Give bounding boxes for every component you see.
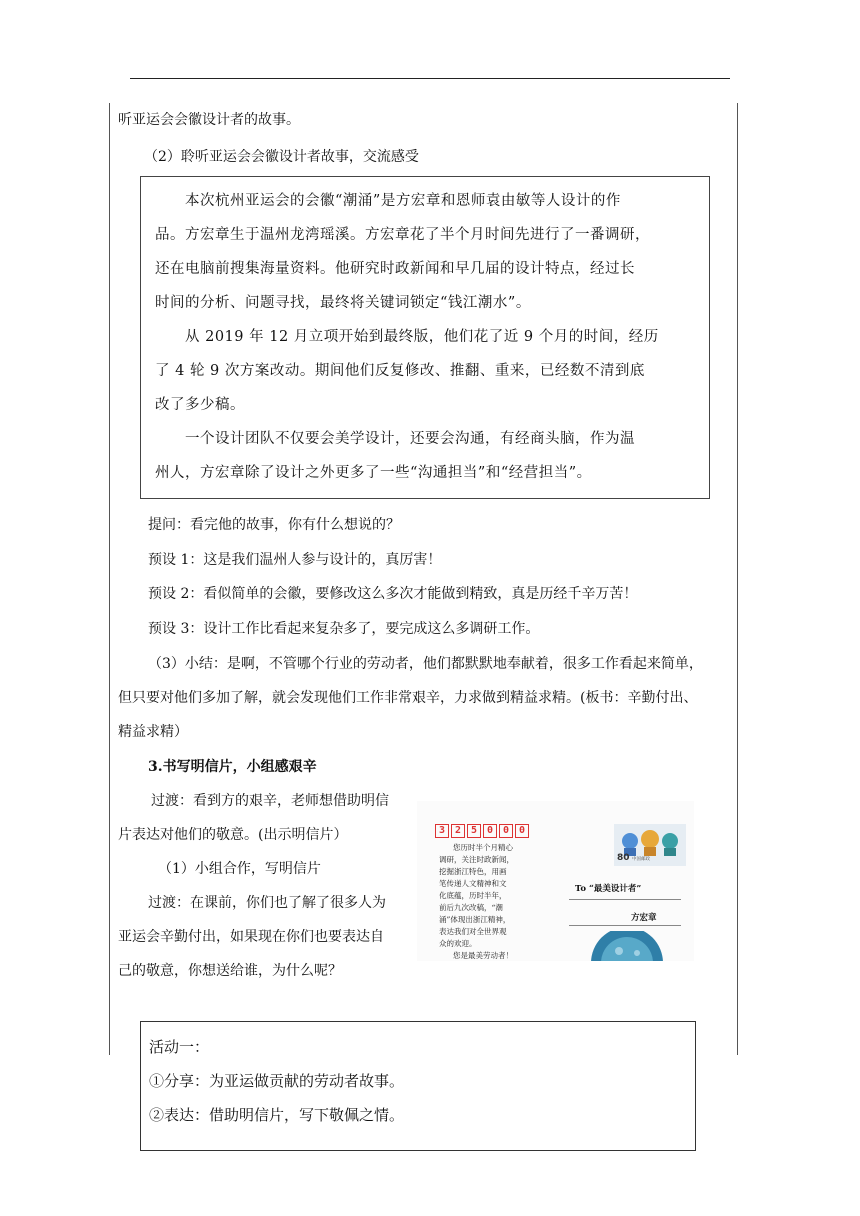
summary-line: （3）小结：是啊，不管哪个行业的劳动者，他们都默默地奉献着，很多工作看起来简单，: [148, 656, 703, 672]
story-line: 时间的分析、问题寻找，最终将关键词锁定“钱江潮水”。: [155, 295, 531, 311]
postcard-recipient: 方宏章: [631, 913, 657, 923]
postcard-to-line: To “最美设计者”: [575, 884, 642, 894]
postcard-message-line: 表达我们对全世界观: [439, 927, 507, 936]
story-line: 改了多少稿。: [155, 397, 245, 413]
question-line: 提问：看完他的故事，你有什么想说的？: [148, 517, 400, 533]
activity-box: [140, 1021, 696, 1151]
transition2-line: 亚运会辛勤付出，如果现在你们也要表达自: [118, 929, 384, 945]
postcard-message-line: 前后九次改稿，“潮: [439, 903, 503, 912]
postcode-digit: 0: [483, 824, 497, 838]
postcard-message-line: 调研，关注时政新闻，: [439, 855, 514, 864]
postcode-digit: 0: [499, 824, 513, 838]
postcard-message-line: 您是最美劳动者！: [453, 951, 513, 960]
summary-line: 精益求精）: [118, 724, 188, 740]
postcode-digit: 5: [467, 824, 481, 838]
postcode-digit: 0: [515, 824, 529, 838]
intro-line: 听亚运会会徽设计者的故事。: [118, 112, 300, 128]
postcard-message-line: 众的欢迎。: [439, 939, 477, 948]
activity-item: ②表达：借助明信片，写下敬佩之情。: [149, 1106, 405, 1124]
postcard-message-line: 化底蕴，历时半年，: [439, 891, 507, 900]
activity-item: ①分享：为亚运做贡献的劳动者故事。: [149, 1072, 405, 1090]
postcard-message-line: 涌”体现出浙江精神，: [439, 915, 511, 924]
story-line: 品。方宏章生于温州龙湾瑶溪。方宏章花了半个月时间先进行了一番调研，: [155, 227, 650, 243]
postcard-message-line: 笔传递人文精神和文: [439, 879, 507, 888]
stamp-value: 80: [617, 853, 630, 863]
story-line: 本次杭州亚运会的会徽“潮涌”是方宏章和恩师袁由敏等人设计的作: [185, 193, 621, 209]
postcard-message-line: 您历时半个月精心: [453, 843, 513, 852]
step1-heading: （1）小组合作，写明信片: [158, 861, 321, 877]
postcode-boxes: [435, 824, 529, 838]
story-box: [140, 176, 710, 499]
story-line: 了 4 轮 9 次方案改动。期间他们反复修改、推翻、重来，已经数不清到底: [155, 363, 645, 379]
preset-line: 预设 2：看似简单的会徽，要修改这么多次才能做到精致，真是历经千辛万苦！: [148, 586, 638, 602]
address-line: [569, 899, 681, 900]
preset-line: 预设 3：设计工作比看起来复杂多了，要完成这么多调研工作。: [148, 621, 540, 637]
postcode-digit: 3: [435, 824, 449, 838]
transition2-line: 过渡：在课前，你们也了解了很多人为: [148, 895, 386, 911]
story-line: 从 2019 年 12 月立项开始到最终版，他们花了近 9 个月的时间，经历: [185, 329, 659, 345]
transition2-line: 己的敬意，你想送给谁，为什么呢？: [118, 963, 342, 979]
postcard-image: [417, 801, 694, 961]
transition-line: 过渡：看到方的艰辛，老师想借助明信: [151, 793, 389, 809]
summary-line: 但只要对他们多加了解，就会发现他们工作非常艰辛，力求做到精益求精。(板书：辛勤付出、: [118, 690, 698, 706]
globe-graphic-icon: [587, 931, 667, 961]
transition-line: 片表达对他们的敬意。(出示明信片）: [118, 827, 348, 843]
step2-heading: （2）聆听亚运会会徽设计者故事，交流感受: [144, 149, 419, 165]
postcode-digit: 2: [451, 824, 465, 838]
story-line: 州人，方宏章除了设计之外更多了一些“沟通担当”和“经营担当”。: [155, 465, 592, 481]
address-line: [569, 925, 681, 926]
stamp-text: 中国邮政: [632, 857, 650, 862]
story-line: 一个设计团队不仅要会美学设计，还要会沟通，有经商头脑，作为温: [185, 431, 635, 447]
section3-title: 3.书写明信片，小组感艰辛: [148, 759, 317, 775]
header-rule: [130, 78, 730, 79]
postcard-message-line: 挖掘浙江特色，用画: [439, 867, 507, 876]
preset-line: 预设 1：这是我们温州人参与设计的，真厉害！: [148, 552, 442, 568]
story-line: 还在电脑前搜集海量资料。他研究时政新闻和早几届的设计特点，经过长: [155, 261, 635, 277]
activity-title: 活动一：: [149, 1038, 210, 1056]
